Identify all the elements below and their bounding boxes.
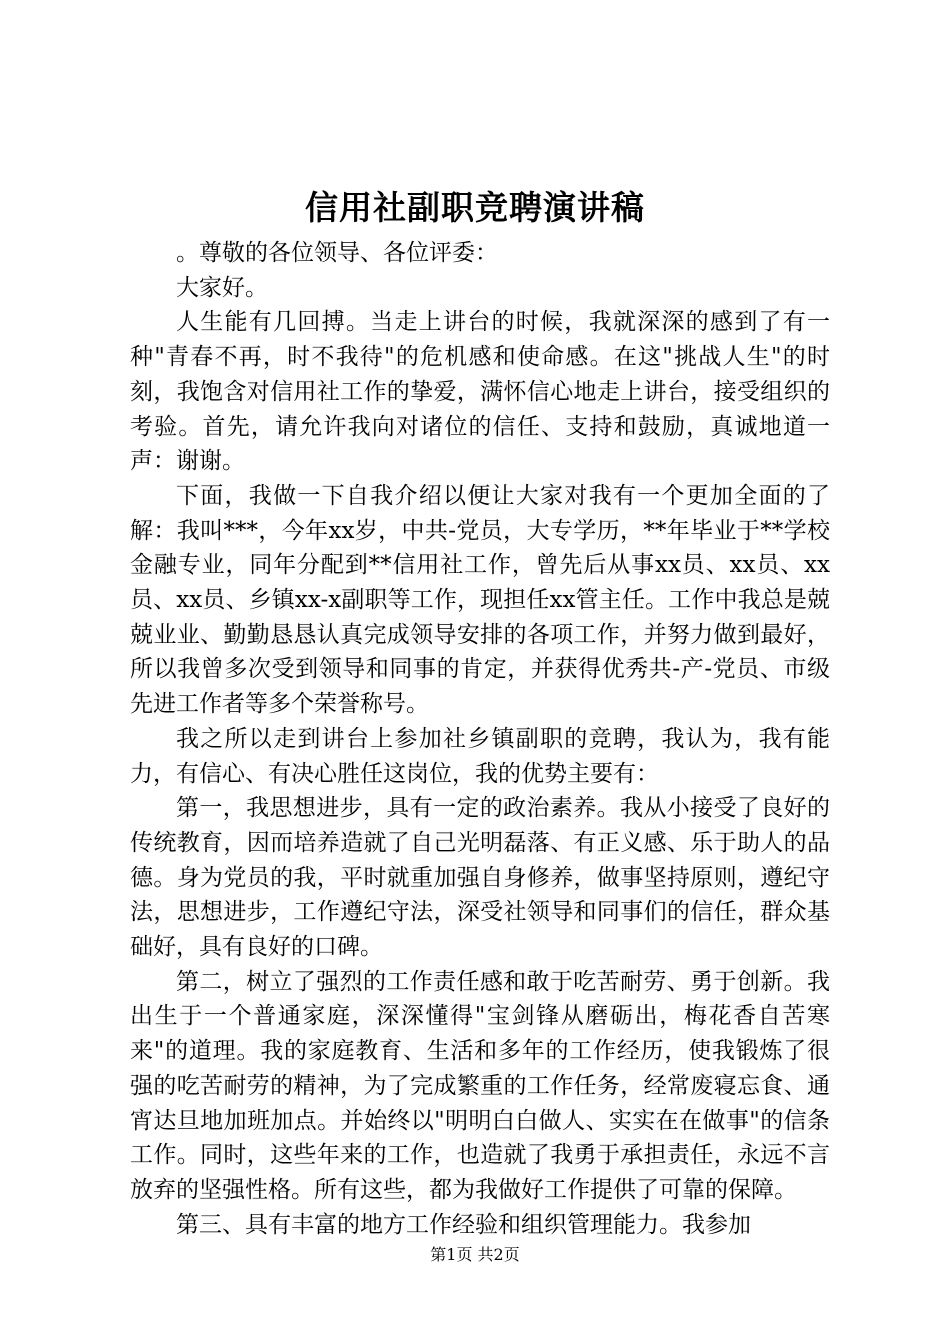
salutation-paragraph: 大家好。 <box>176 274 268 301</box>
document-title: 信用社副职竞聘演讲稿 <box>305 188 645 227</box>
page-footer: 第1页 共2页 <box>430 1245 520 1264</box>
first-advantage-paragraph: 第一，我思想进步，具有一定的政治素养。我从小接受了良好的传统教育，因而培养造就了自己光明磊落、有正义感、乐于助人的品德。身为党员的我，平时就重加强自身修养，做事坚持原则，遵纪守法，思想进步，工作遵纪守法，深受社领导和同事们的信任，群众基础好，具有良好的口碑。 <box>130 795 830 961</box>
motivation-paragraph: 我之所以走到讲台上参加社乡镇副职的竞聘，我认为，我有能力，有信心、有决心胜任这岗位，我的优势主要有： <box>130 725 830 787</box>
greeting-paragraph: 。尊敬的各位领导、各位评委： <box>176 240 498 266</box>
third-advantage-paragraph: 第三、具有丰富的地方工作经验和组织管理能力。我参加 <box>176 1211 751 1238</box>
self-introduction-paragraph: 下面，我做一下自我介绍以便让大家对我有一个更加全面的了解：我叫***，今年xx岁，中共-党员，大专学历，**年毕业于**学校金融专业，同年分配到**信用社工作，曾先后从事xx员、xx员、xx员、xx员、乡镇xx-x副职等工作，现担任xx管主任。工作中我总是兢兢业业、勤勤恳恳认真完成领导安排的各项工作，并努力做到最好，所以我曾多次受到领导和同事的肯定，并获得优秀共-产-党员、市级先进工作者等多个荣誉称号。 <box>130 482 830 718</box>
second-advantage-paragraph: 第二，树立了强烈的工作责任感和敢于吃苦耐劳、勇于创新。我出生于一个普通家庭，深深懂得"宝剑锋从磨砺出，梅花香自苦寒来"的道理。我的家庭教育、生活和多年的工作经历，使我锻炼了很强的吃苦耐劳的精神，为了完成繁重的工作任务，经常废寝忘食、通宵达旦地加班加点。并始终以"明明白白做人、实实在在做事"的信条工作。同时，这些年来的工作，也造就了我勇于承担责任，永远不言放弃的坚强性格。所有这些，都为我做好工作提供了可靠的保障。 <box>130 968 830 1203</box>
intro-paragraph: 人生能有几回搏。当走上讲台的时候，我就深深的感到了有一种"青春不再，时不我待"的危机感和使命感。在这"挑战人生"的时刻，我饱含对信用社工作的挚爱，满怀信心地走上讲台，接受组织的考验。首先，请允许我向对诸位的信任、支持和鼓励，真诚地道一声：谢谢。 <box>130 309 830 475</box>
document-body <box>130 236 830 1242</box>
